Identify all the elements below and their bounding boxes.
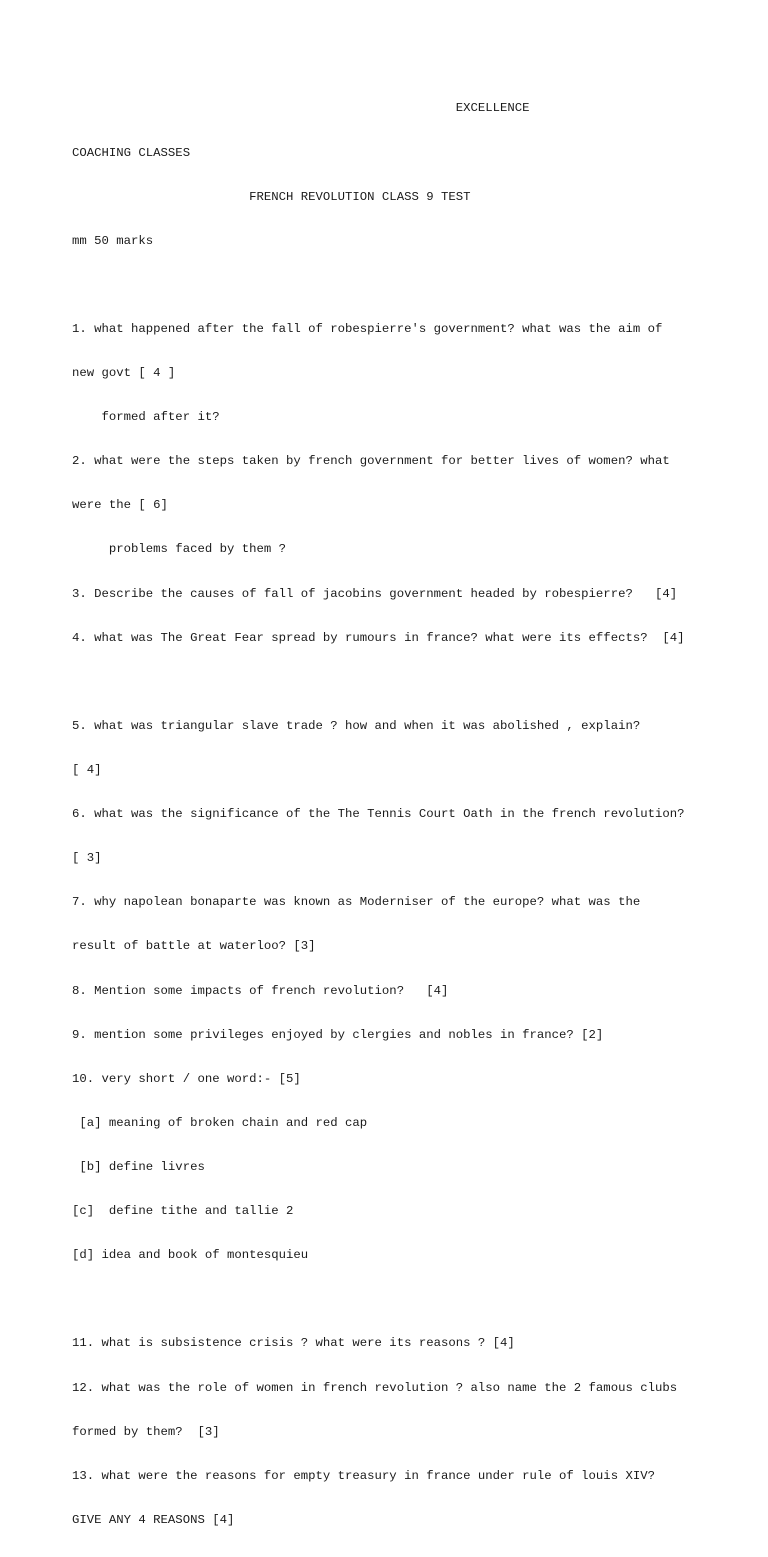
question-11: 11. what is subsistence crisis ? what were its reasons ? [4]: [72, 1336, 515, 1351]
question-7-line-1: 7. why napolean bonaparte was known as Moderniser of the europe? what was the: [72, 895, 641, 910]
question-7-line-2: result of battle at waterloo? [3]: [72, 939, 316, 954]
question-13-line-1: 13. what were the reasons for empty treasury in france under rule of louis XIV?: [72, 1468, 655, 1483]
document-body: [72, 72, 712, 1557]
question-5-line-2: [ 4]: [72, 763, 102, 778]
question-10: 10. very short / one word:- [5]: [72, 1071, 301, 1086]
question-1-line-3: formed after it?: [72, 410, 220, 425]
question-1-line-2: new govt [ 4 ]: [72, 366, 176, 381]
question-12-line-1: 12. what was the role of women in french revolution ? also name the 2 famous clubs: [72, 1380, 678, 1395]
question-5-line-1: 5. what was triangular slave trade ? how and when it was abolished , explain?: [72, 718, 641, 733]
question-6-line-1: 6. what was the significance of the The Tennis Court Oath in the french revolution?: [72, 807, 685, 822]
question-10-part-c: [c] define tithe and tallie 2: [72, 1204, 294, 1219]
question-10-part-a: [a] meaning of broken chain and red cap: [72, 1115, 368, 1130]
question-13-line-2: GIVE ANY 4 REASONS [4]: [72, 1512, 235, 1527]
question-4: 4. what was The Great Fear spread by rumours in france? what were its effects? [4]: [72, 630, 685, 645]
question-1-line-1: 1. what happened after the fall of robespierre's government? what was the aim of: [72, 321, 663, 336]
question-3: 3. Describe the causes of fall of jacobins government headed by robespierre? [4]: [72, 586, 678, 601]
question-2-line-2: were the [ 6]: [72, 498, 168, 513]
question-12-line-2: formed by them? [3]: [72, 1424, 220, 1439]
blank-line: [72, 278, 712, 293]
header-line-coaching-classes: COACHING CLASSES: [72, 145, 191, 160]
question-10-part-b: [b] define livres: [72, 1160, 205, 1174]
test-title: FRENCH REVOLUTION CLASS 9 TEST: [72, 189, 471, 204]
question-2-line-1: 2. what were the steps taken by french government for better lives of women? what: [72, 454, 670, 469]
max-marks: mm 50 marks: [72, 233, 154, 248]
question-2-line-3: problems faced by them ?: [72, 542, 287, 557]
blank-line: [72, 1292, 712, 1307]
blank-line: [72, 675, 712, 690]
question-6-line-2: [ 3]: [72, 851, 102, 866]
question-8: 8. Mention some impacts of french revolution? [4]: [72, 983, 449, 998]
question-10-part-d: [d] idea and book of montesquieu: [72, 1248, 309, 1263]
header-line-excellence: EXCELLENCE: [72, 101, 530, 116]
question-9: 9. mention some privileges enjoyed by clergies and nobles in france? [2]: [72, 1027, 604, 1042]
